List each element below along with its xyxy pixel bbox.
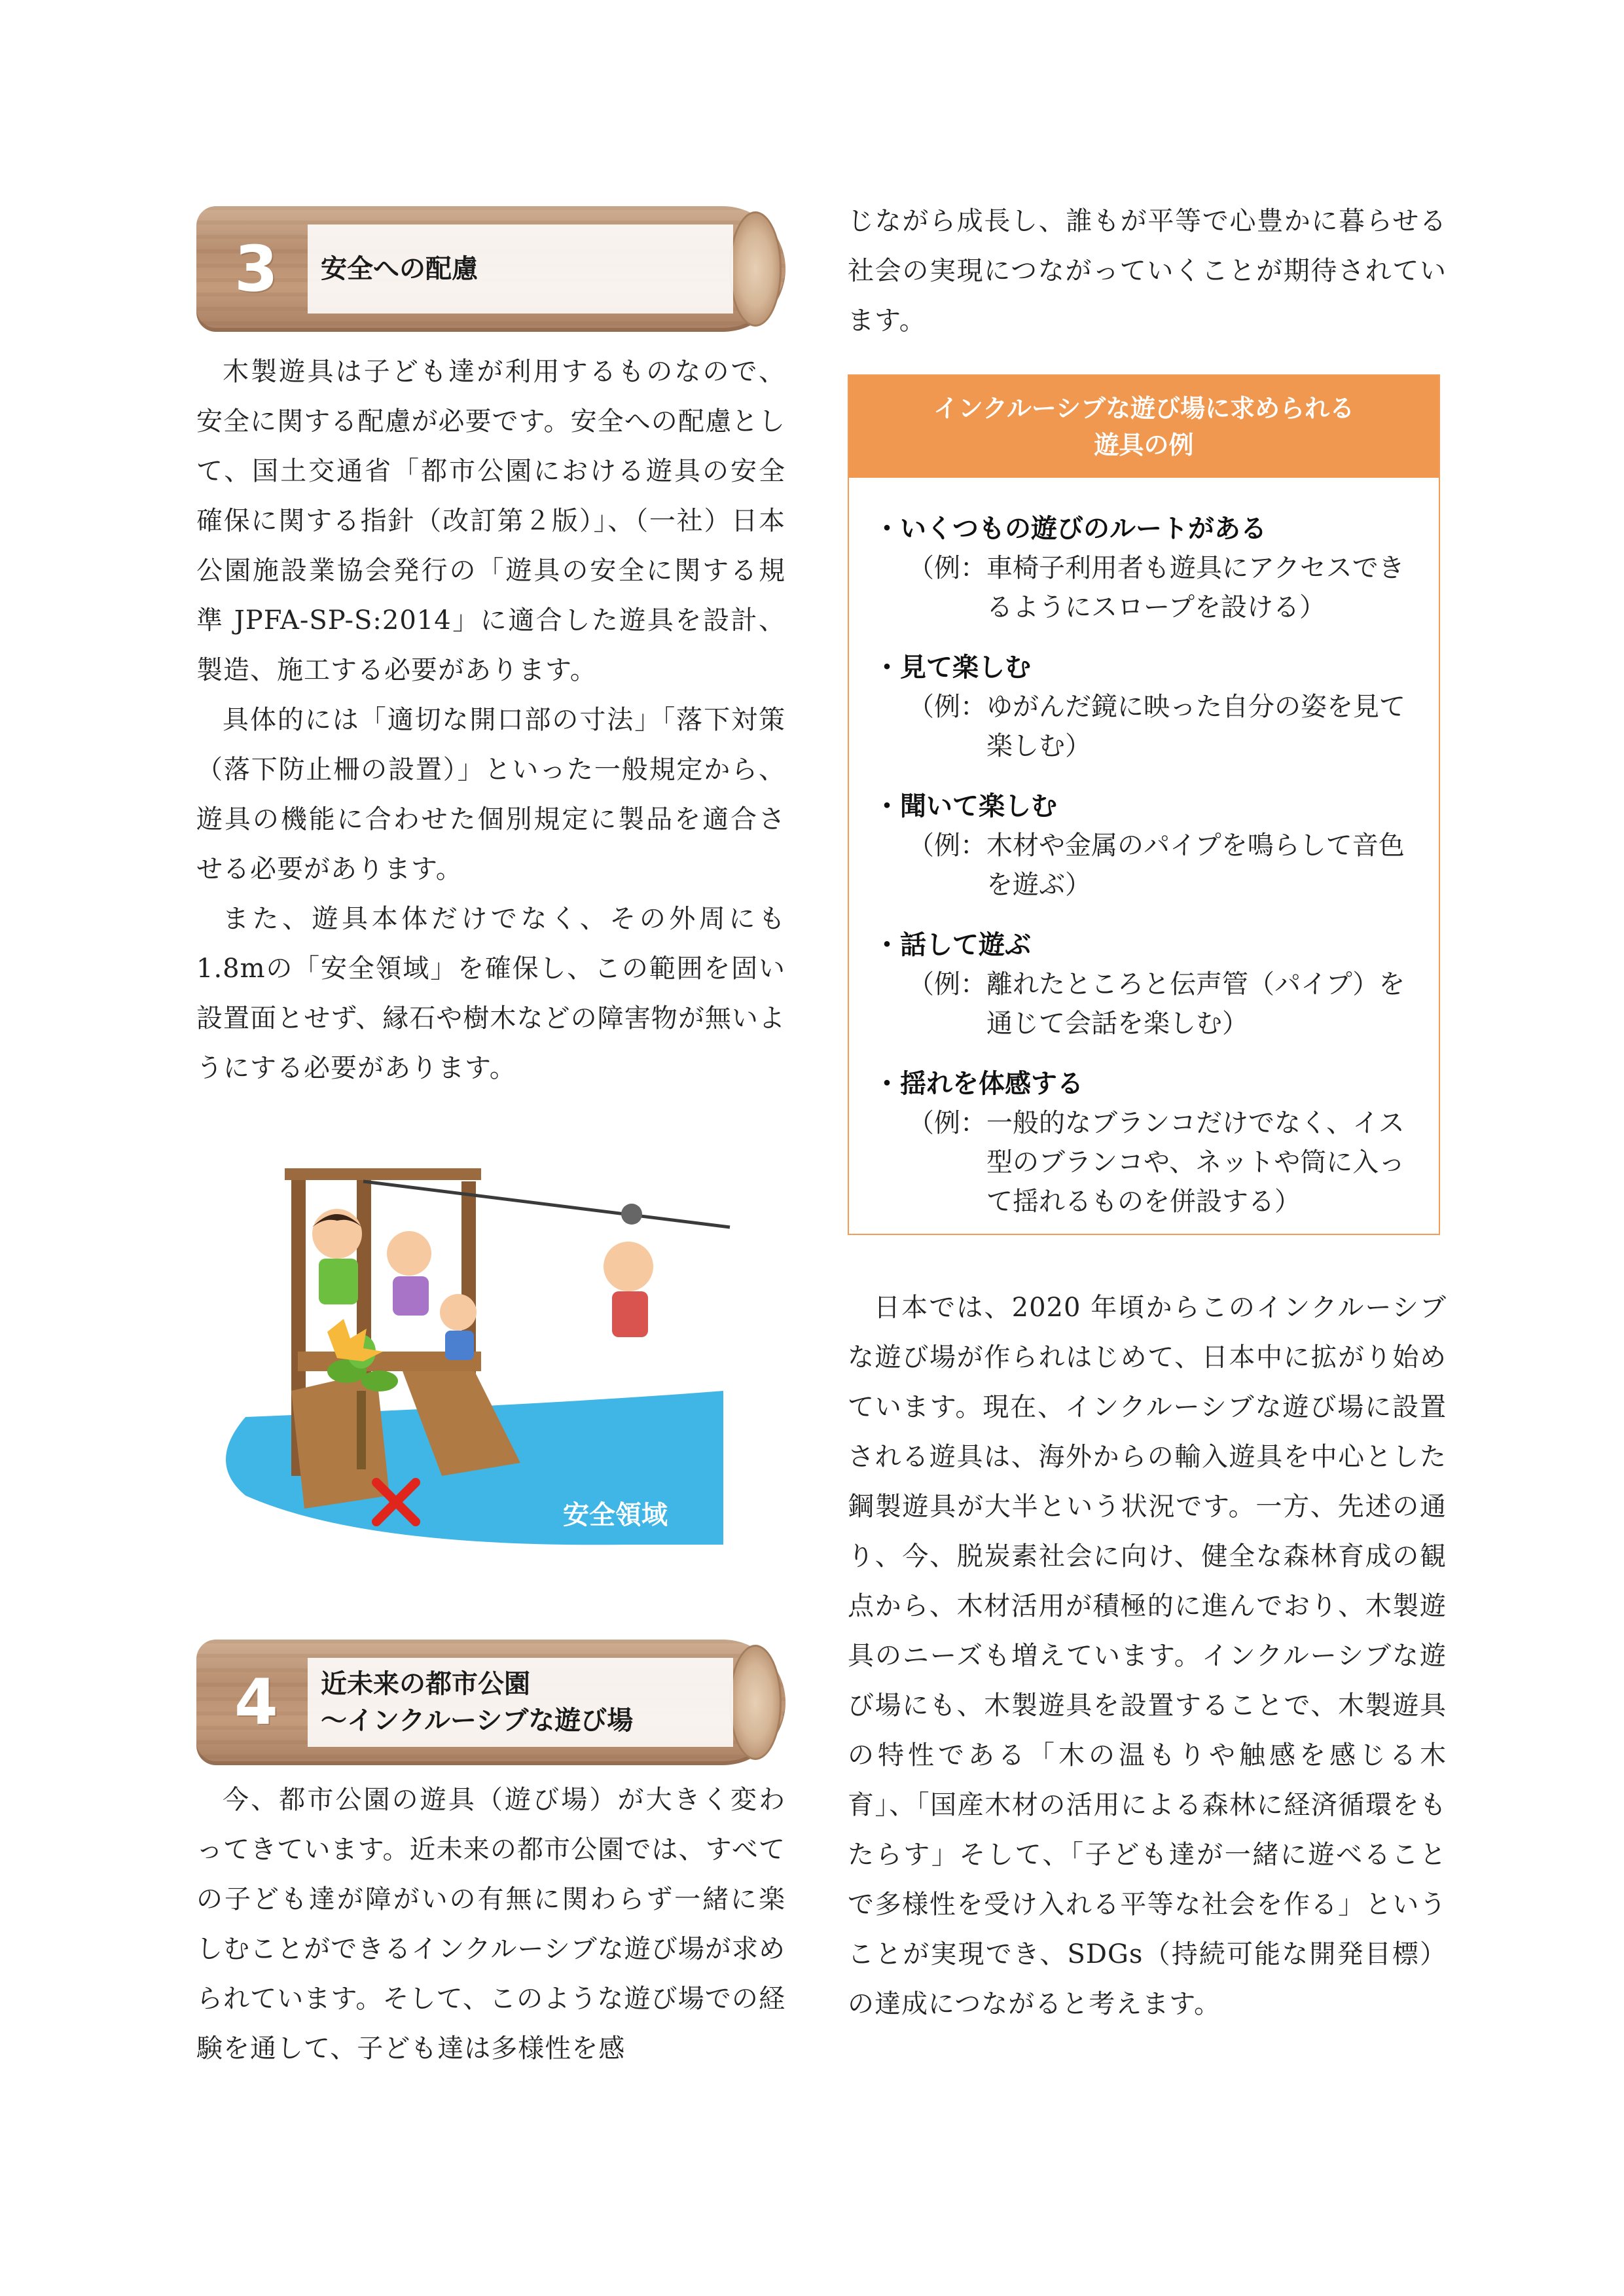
paragraph: 具体的には「適切な開口部の寸法」「落下対策（落下防止柵の設置）」といった一般規定から、遊具の機能に合わせた個別規定に製品を適合させる必要があります。: [196, 705, 785, 884]
section-title-line2: ～インクルーシブな遊び場: [321, 1706, 634, 1736]
item-example: [874, 826, 1439, 905]
example-prefix: （例：: [908, 692, 986, 722]
example-text: ゆがんだ鏡に映った自分の姿を見て楽しむ）: [986, 692, 1405, 761]
zipline-pulley: [621, 1204, 642, 1225]
child-head: [440, 1294, 477, 1331]
example-prefix: （例：: [908, 553, 986, 583]
box-header: [849, 376, 1439, 478]
safety-zone-label: 安全領域: [563, 1500, 668, 1530]
list-item: [874, 1064, 1439, 1221]
item-example: [874, 965, 1439, 1043]
section-3-body: [196, 347, 785, 1093]
frame-top-beam: [285, 1168, 481, 1180]
example-text: 車椅子利用者も遊具にアクセスできるようにスロープを設ける）: [986, 553, 1405, 622]
item-title: ・ 聞いて楽しむ: [874, 787, 1439, 826]
tree-leaves: [361, 1371, 398, 1391]
section-4-body: [196, 1775, 785, 2073]
example-prefix: （例：: [908, 969, 986, 999]
child-head: [604, 1242, 653, 1291]
paragraph: 木製遊具は子ども達が利用するものなので、安全に関する配慮が必要です。安全への配慮として、国土交通省「都市公園における遊具の安全確保に関する指針（改訂第２版）」、（一社）日本公園施設業協会発行の「遊具の安全に関する規準 JPFA-SP-S:2014」に適合した遊具を設計、製造、施工する必要があります。: [196, 357, 785, 685]
example-prefix: （例：: [908, 1108, 986, 1138]
item-example: [874, 548, 1439, 627]
box-title-line1: インクルーシブな遊び場に求められる: [933, 394, 1355, 423]
section-4-header: [196, 1640, 785, 1765]
box-title-line2: 遊具の例: [1094, 431, 1194, 459]
item-example: [874, 1103, 1439, 1221]
zipline-cable: [363, 1181, 730, 1227]
section-title-text: 安全への配慮: [321, 254, 478, 284]
list-item: [874, 787, 1439, 905]
log-end-decoration: [729, 1645, 782, 1760]
item-title: ・ 揺れを体感する: [874, 1064, 1439, 1103]
log-end-decoration: [729, 211, 782, 327]
section-title: [308, 1658, 733, 1747]
paragraph: じながら成長し、誰もが平等で心豊かに暮らせる社会の実現につながっていくことが期待されています。: [848, 206, 1447, 336]
child-body: [445, 1331, 474, 1360]
section-number: 4: [234, 1666, 278, 1739]
example-text: 一般的なブランコだけでなく、イス型のブランコや、ネットや筒に入って揺れるものを併設する）: [986, 1108, 1405, 1217]
example-prefix: （例：: [908, 831, 986, 861]
tree-trunk: [357, 1391, 366, 1469]
list-item: [874, 509, 1439, 627]
item-example: [874, 687, 1439, 766]
section-3-header: [196, 206, 785, 332]
paragraph: また、遊具本体だけでなく、その外周にも1.8mの「安全領域」を確保し、この範囲を固い設置面とせず、縁石や樹木などの障害物が無いようにする必要があります。: [196, 904, 785, 1083]
example-text: 離れたところと伝声管（パイプ）を通じて会話を楽しむ）: [986, 969, 1405, 1039]
right-continuation: [848, 196, 1447, 346]
examples-list: [849, 478, 1439, 1221]
child-body: [393, 1276, 429, 1316]
section-title-line1: 近未来の都市公園: [321, 1669, 530, 1699]
item-title: ・ 話して遊ぶ: [874, 925, 1439, 965]
child-body: [319, 1259, 358, 1304]
item-title: ・ いくつもの遊びのルートがある: [874, 509, 1439, 548]
child-body: [612, 1291, 648, 1337]
example-text: 木材や金属のパイプを鳴らして音色を遊ぶ）: [986, 831, 1405, 900]
list-item: [874, 648, 1439, 766]
inclusive-playground-examples-box: [848, 374, 1440, 1235]
section-title: [308, 224, 733, 314]
item-title: ・ 見て楽しむ: [874, 648, 1439, 687]
list-item: [874, 925, 1439, 1043]
paragraph: 日本では、2020 年頃からこのインクルーシブな遊び場が作られはじめて、日本中に拡がり始めています。現在、インクルーシブな遊び場に設置される遊具は、海外からの輸入遊具を中心とした鋼製遊具が大半という状況です。一方、先述の通り、今、脱炭素社会に向け、健全な森林育成の観点から、木材活用が積極的に進んでおり、木製遊具のニーズも増えています。インクルーシブな遊び場にも、木製遊具を設置することで、木製遊具の特性である「木の温もりや触感を感じる木育」、「国産木材の活用による森林に経済循環をもたらす」そして、「子ども達が一緒に遊べることで多様性を受け入れる平等な社会を作る」ということが実現でき、SDGs（持続可能な開発目標）の達成につながると考えます。: [848, 1293, 1447, 2019]
section-number: 3: [234, 232, 278, 306]
right-closing: [848, 1283, 1447, 2029]
child-head: [387, 1231, 431, 1276]
ramp: [291, 1371, 389, 1509]
paragraph: 今、都市公園の遊具（遊び場）が大きく変わってきています。近未来の都市公園では、すべての子ども達が障がいの有無に関わらず一緒に楽しむことができるインクルーシブな遊び場が求められています。そして、このような遊び場での経験を通して、子ども達は多様性を感: [196, 1785, 785, 2064]
